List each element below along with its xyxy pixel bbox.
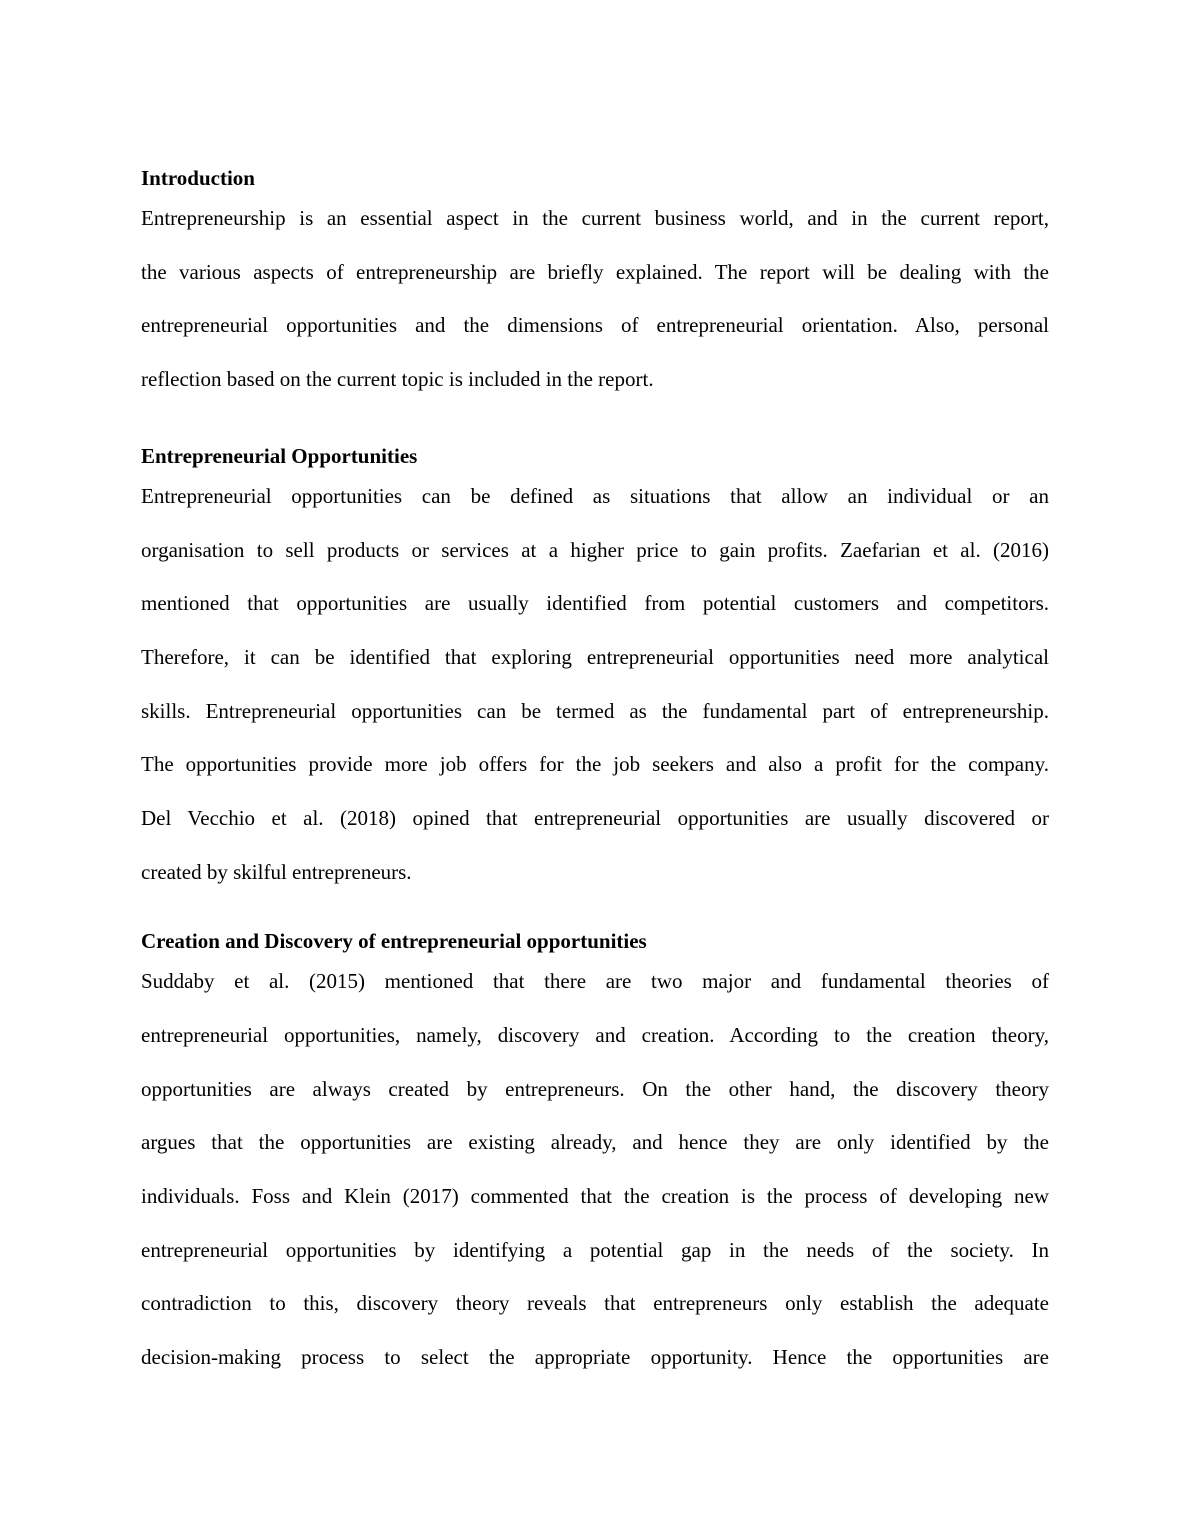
paragraph-line: Entrepreneurial opportunities can be defined as situations that allow an individual or an (141, 484, 1049, 508)
paragraph-line: The opportunities provide more job offers for the job seekers and also a profit for the company. (141, 752, 1049, 776)
paragraph-line: opportunities are always created by entrepreneurs. On the other hand, the discovery theory (141, 1077, 1049, 1101)
paragraph-line: mentioned that opportunities are usually identified from potential customers and competitors. (141, 591, 1049, 615)
paragraph-line: Therefore, it can be identified that exploring entrepreneurial opportunities need more analytical (141, 645, 1049, 669)
paragraph-line: reflection based on the current topic is included in the report. (141, 367, 654, 391)
paragraph-line: entrepreneurial opportunities by identifying a potential gap in the needs of the society. In (141, 1238, 1049, 1262)
paragraph-line: organisation to sell products or services at a higher price to gain profits. Zaefarian et al. (2016) (141, 538, 1049, 562)
paragraph-line: contradiction to this, discovery theory reveals that entrepreneurs only establish the adequate (141, 1291, 1049, 1315)
paragraph-line: created by skilful entrepreneurs. (141, 860, 412, 884)
paragraph-line: individuals. Foss and Klein (2017) commented that the creation is the process of developing new (141, 1184, 1049, 1208)
section-heading-creation-and-discovery: Creation and Discovery of entrepreneurial opportunities (141, 929, 647, 953)
paragraph-line: skills. Entrepreneurial opportunities can be termed as the fundamental part of entrepreneurship. (141, 699, 1049, 723)
paragraph-line: Suddaby et al. (2015) mentioned that there are two major and fundamental theories of (141, 969, 1049, 993)
paragraph-line: entrepreneurial opportunities and the dimensions of entrepreneurial orientation. Also, personal (141, 313, 1049, 337)
paragraph-line: entrepreneurial opportunities, namely, discovery and creation. According to the creation theory, (141, 1023, 1049, 1047)
paragraph-line: Del Vecchio et al. (2018) opined that entrepreneurial opportunities are usually discovered or (141, 806, 1049, 830)
paragraph-line: Entrepreneurship is an essential aspect in the current business world, and in the current report, (141, 206, 1049, 230)
paragraph-line: the various aspects of entrepreneurship are briefly explained. The report will be dealing with the (141, 260, 1049, 284)
paragraph-line: argues that the opportunities are existing already, and hence they are only identified by the (141, 1130, 1049, 1154)
section-heading-entrepreneurial-opportunities: Entrepreneurial Opportunities (141, 444, 418, 468)
paragraph-line: decision-making process to select the appropriate opportunity. Hence the opportunities are (141, 1345, 1049, 1369)
section-heading-introduction: Introduction (141, 166, 255, 190)
